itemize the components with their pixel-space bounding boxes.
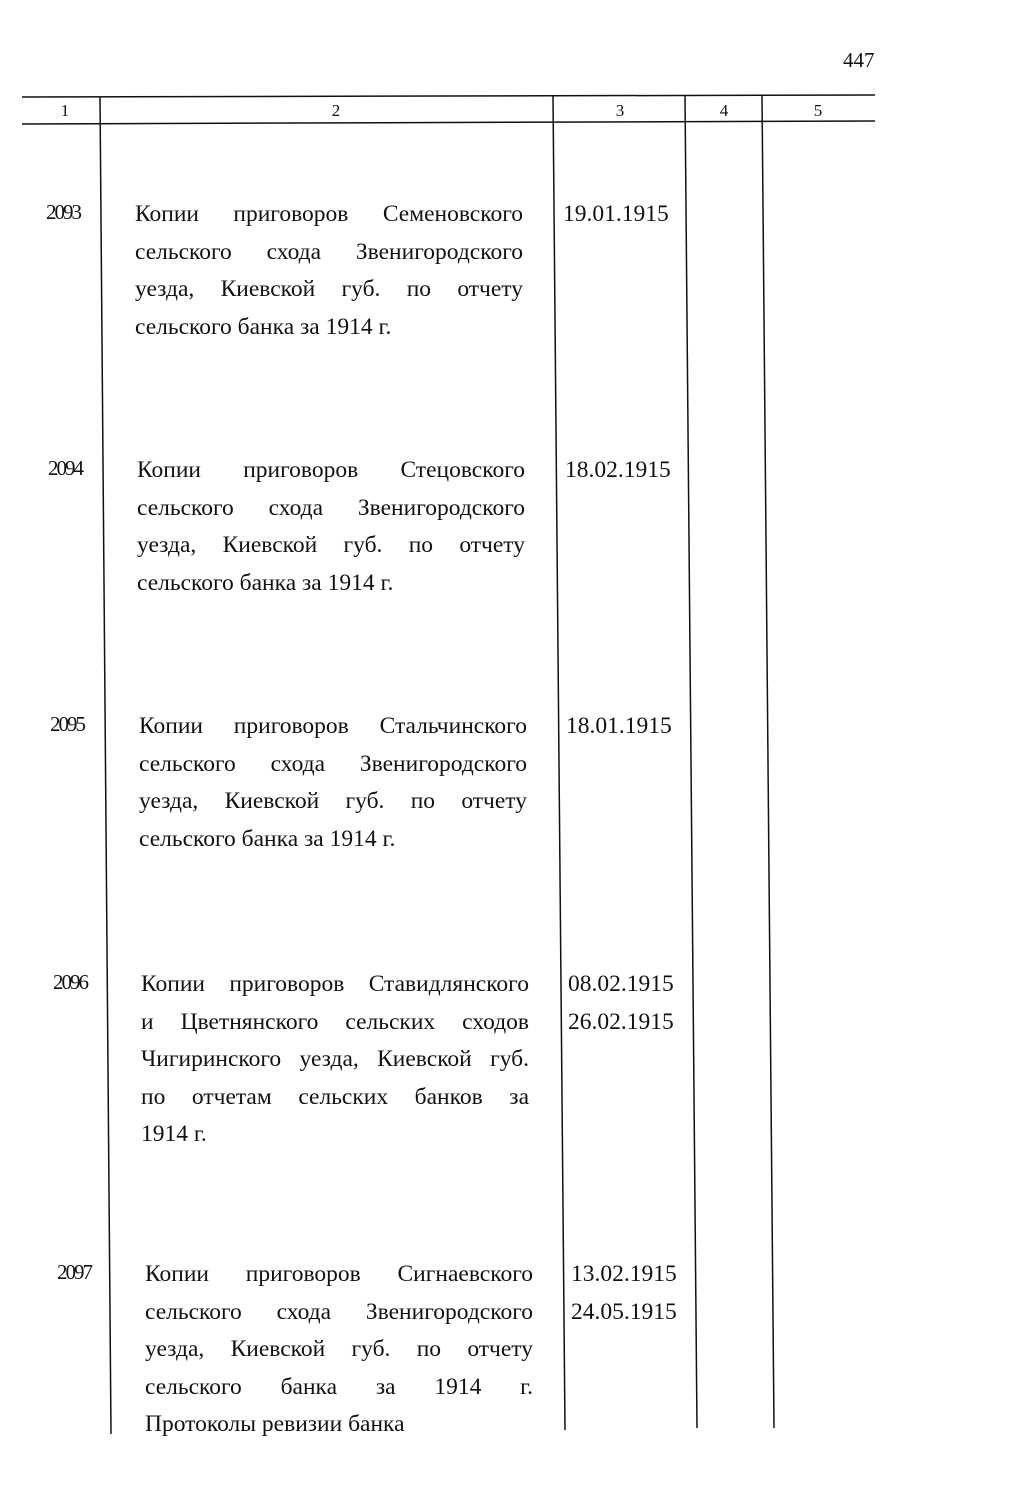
- description-line: сельского банка за 1914 г.: [139, 825, 396, 852]
- entry-description: [145, 1256, 533, 1444]
- header-col-2: 2: [331, 101, 341, 120]
- header-col-5: 5: [813, 101, 823, 120]
- entry-description: [135, 196, 523, 346]
- description-line: Копии приговоров Семеновского: [135, 201, 523, 227]
- entry-description: [141, 966, 529, 1154]
- page-number: 447: [843, 48, 875, 72]
- description-line: по отчетам сельских банков за: [141, 1083, 529, 1110]
- description-line: сельского схода Звенигородского: [139, 750, 527, 777]
- entry-date: 18.01.1915: [566, 713, 672, 739]
- column-divider: [100, 97, 111, 1434]
- header-col-1: 1: [60, 101, 70, 120]
- entry-date: 19.01.1915: [563, 201, 669, 227]
- column-divider: [685, 96, 697, 1428]
- entry-date: 24.05.1915: [571, 1298, 677, 1325]
- description-line: сельского банка за 1914 г.: [135, 313, 392, 340]
- description-line: Чигиринского уезда, Киевской губ.: [141, 1046, 529, 1072]
- description-line: уезда, Киевской губ. по отчету: [137, 532, 525, 558]
- column-divider: [553, 96, 565, 1430]
- header-col-3: 3: [615, 101, 625, 120]
- entry-description: [137, 452, 525, 602]
- description-line: сельского банка за 1914 г.: [137, 569, 394, 596]
- entry-description: [139, 708, 527, 858]
- entry-dates: [566, 708, 672, 746]
- description-line: Протоколы ревизии банка: [145, 1411, 405, 1437]
- description-line: уезда, Киевской губ. по отчету: [139, 788, 527, 814]
- description-line: и Цветнянского сельских сходов: [141, 1008, 529, 1035]
- entry-date: 26.02.1915: [568, 1008, 674, 1035]
- description-line: сельского банка за 1914 г.: [145, 1373, 533, 1400]
- entry-number: 2095: [50, 712, 84, 736]
- description-line: сельского схода Звенигородского: [135, 238, 523, 265]
- entry-number: 2094: [48, 456, 82, 480]
- entry-dates: [563, 196, 669, 234]
- description-line: уезда, Киевской губ. по отчету: [135, 276, 523, 302]
- description-line: 1914 г.: [141, 1121, 207, 1147]
- entry-dates: [565, 452, 671, 490]
- header-top-rule: [22, 95, 875, 97]
- entry-number: 2093: [46, 200, 80, 224]
- entry-date: 13.02.1915: [571, 1261, 677, 1287]
- entry-date: 18.02.1915: [565, 457, 671, 483]
- description-line: Копии приговоров Стальчинского: [139, 713, 527, 739]
- entry-number: 2096: [53, 970, 87, 994]
- description-line: сельского схода Звенигородского: [137, 494, 525, 521]
- description-line: Копии приговоров Сигнаевского: [145, 1261, 533, 1287]
- description-line: уезда, Киевской губ. по отчету: [145, 1336, 533, 1362]
- description-line: Копии приговоров Стецовского: [137, 457, 525, 483]
- header-col-4: 4: [719, 101, 729, 120]
- entry-dates: [568, 966, 674, 1041]
- description-line: сельского схода Звенигородского: [145, 1298, 533, 1325]
- entry-date: 08.02.1915: [568, 971, 674, 997]
- description-line: Копии приговоров Ставидлянского: [141, 971, 529, 997]
- header-bottom-rule: [22, 121, 875, 124]
- entry-dates: [571, 1256, 677, 1331]
- column-divider: [762, 96, 774, 1428]
- entry-number: 2097: [57, 1260, 91, 1284]
